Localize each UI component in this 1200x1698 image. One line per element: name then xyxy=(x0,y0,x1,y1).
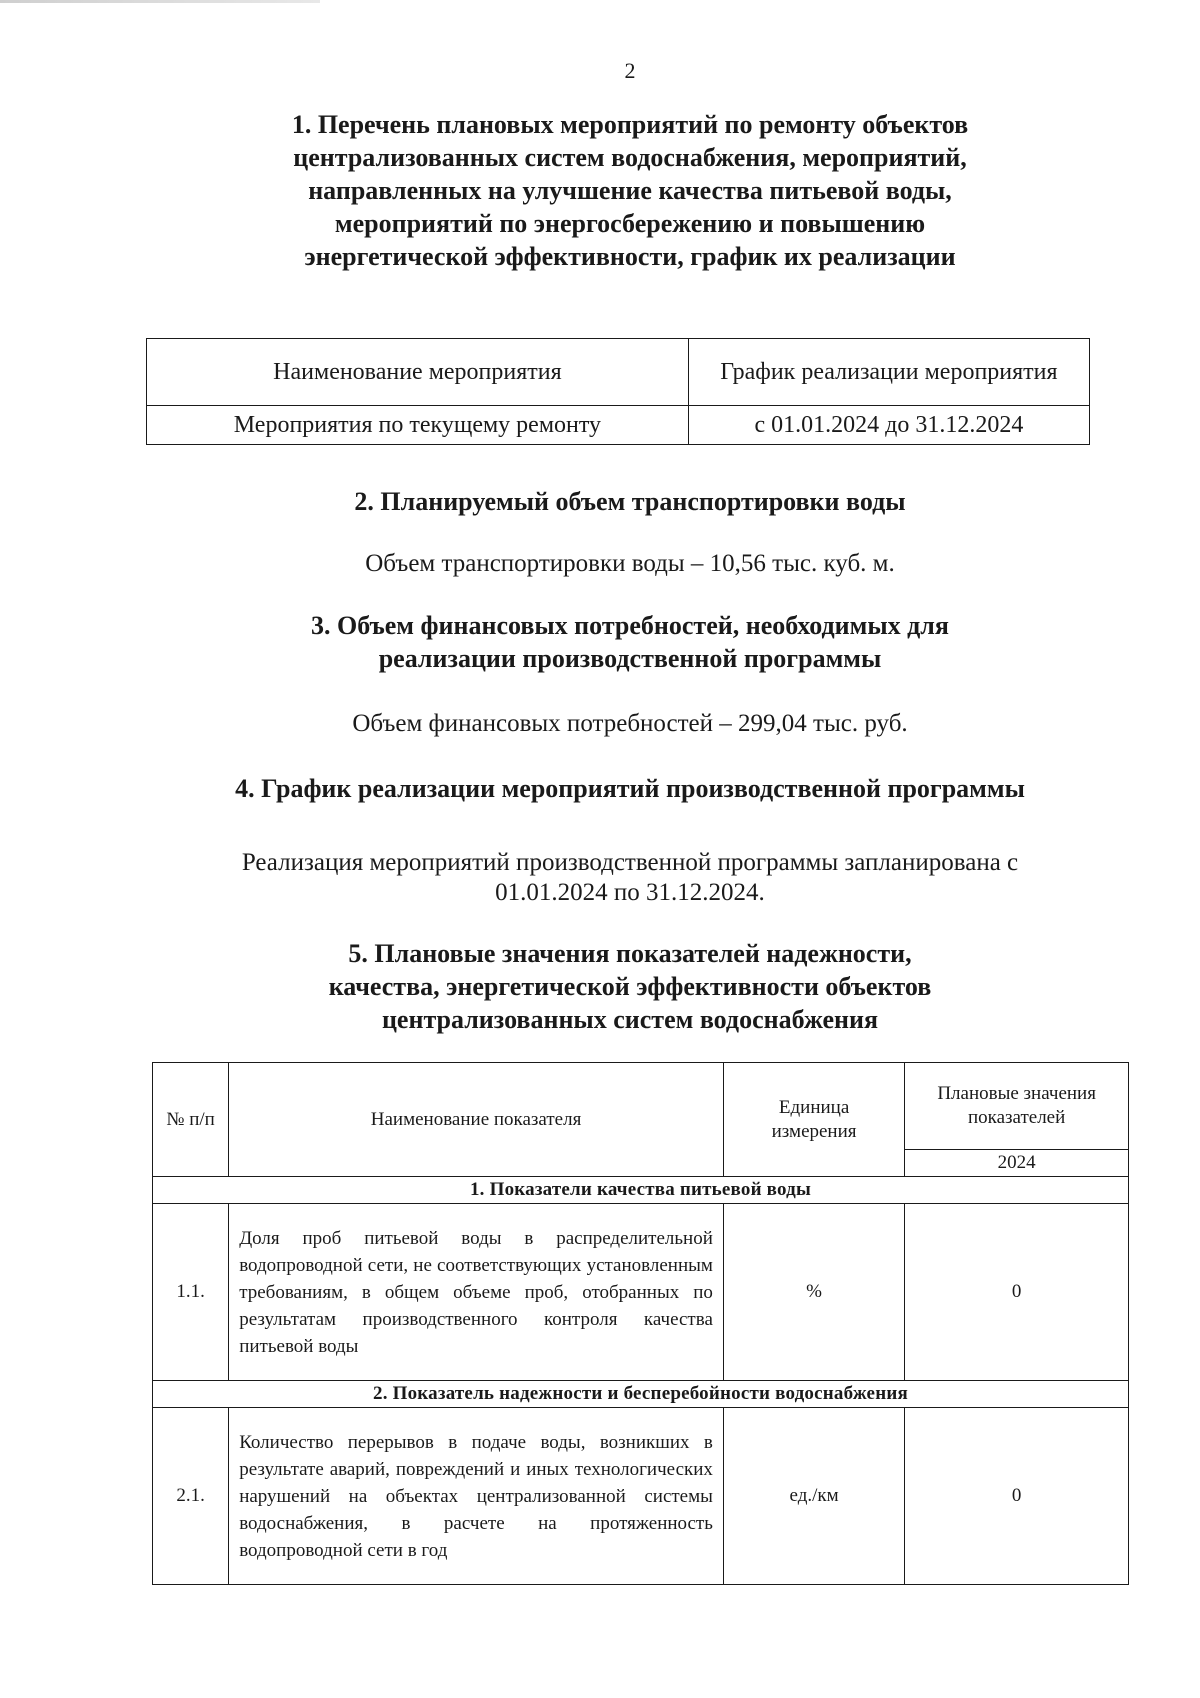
table-header-row xyxy=(153,1063,1129,1150)
group-title-reliability: 2. Показатель надежности и бесперебойности водоснабжения xyxy=(153,1381,1129,1408)
column-header-unit: Единица измерения xyxy=(723,1063,904,1177)
column-header-schedule: График реализации мероприятия xyxy=(688,339,1089,406)
table-header-row xyxy=(147,339,1090,406)
column-header-planned-values: Плановые значения показателей xyxy=(905,1063,1129,1150)
schedule-cell: с 01.01.2024 до 31.12.2024 xyxy=(688,406,1089,445)
schedule-text: Реализация мероприятий производственной программы запланирована с 01.01.2024 по 31.12.2024. xyxy=(241,849,1019,906)
indicator-name-cell: Количество перерывов в подаче воды, возникших в результате аварий, повреждений и иных технологических нарушений на объектах централизованной системы водоснабжения, в расчете на протяженность водопроводной сети в год xyxy=(229,1408,724,1585)
column-header-year: 2024 xyxy=(905,1150,1129,1177)
indicator-name-cell: Доля проб питьевой воды в распределительной водопроводной сети, не соответствующих установленным требованиям, в общем объеме проб, отобранных по результатам производственного контроля качества питьевой воды xyxy=(229,1204,724,1381)
transport-volume-text: Объем транспортировки воды – 10,56 тыс. куб. м. xyxy=(365,550,895,577)
planned-value-cell: 0 xyxy=(905,1408,1129,1585)
column-header-activity-name: Наименование мероприятия xyxy=(147,339,689,406)
group-row xyxy=(153,1177,1129,1204)
section-1-heading: 1. Перечень плановых мероприятий по ремонту объектов централизованных систем водоснабжения, мероприятий, направленных на улучшение качества питьевой воды, мероприятий по энергосбережению и повышению энергетической эффективности, график их реализации xyxy=(291,110,969,271)
section-2-heading: 2. Планируемый объем транспортировки воды xyxy=(354,487,906,516)
activity-name-cell: Мероприятия по текущему ремонту xyxy=(147,406,689,445)
row-number-cell: 1.1. xyxy=(153,1204,229,1381)
table-row xyxy=(153,1204,1129,1381)
column-header-indicator-name: Наименование показателя xyxy=(229,1063,724,1177)
group-title-quality: 1. Показатели качества питьевой воды xyxy=(153,1177,1129,1204)
unit-cell: ед./км xyxy=(723,1408,904,1585)
planned-value-cell: 0 xyxy=(905,1204,1129,1381)
table-row xyxy=(153,1408,1129,1585)
group-row xyxy=(153,1381,1129,1408)
indicators-table xyxy=(152,1062,1129,1585)
section-4-heading: 4. График реализации мероприятий производственной программы xyxy=(235,774,1025,803)
unit-cell: % xyxy=(723,1204,904,1381)
section-3-heading: 3. Объем финансовых потребностей, необходимых для реализации производственной программы xyxy=(311,611,949,673)
row-number-cell: 2.1. xyxy=(153,1408,229,1585)
activities-table xyxy=(146,338,1090,445)
page-number: 2 xyxy=(624,58,636,83)
column-header-number: № п/п xyxy=(153,1063,229,1177)
section-5-heading: 5. Плановые значения показателей надежности, качества, энергетической эффективности объектов централизованных систем водоснабжения xyxy=(328,939,932,1034)
table-row xyxy=(147,406,1090,445)
financial-needs-text: Объем финансовых потребностей – 299,04 тыс. руб. xyxy=(352,710,908,737)
scan-edge-artifact xyxy=(0,0,320,3)
